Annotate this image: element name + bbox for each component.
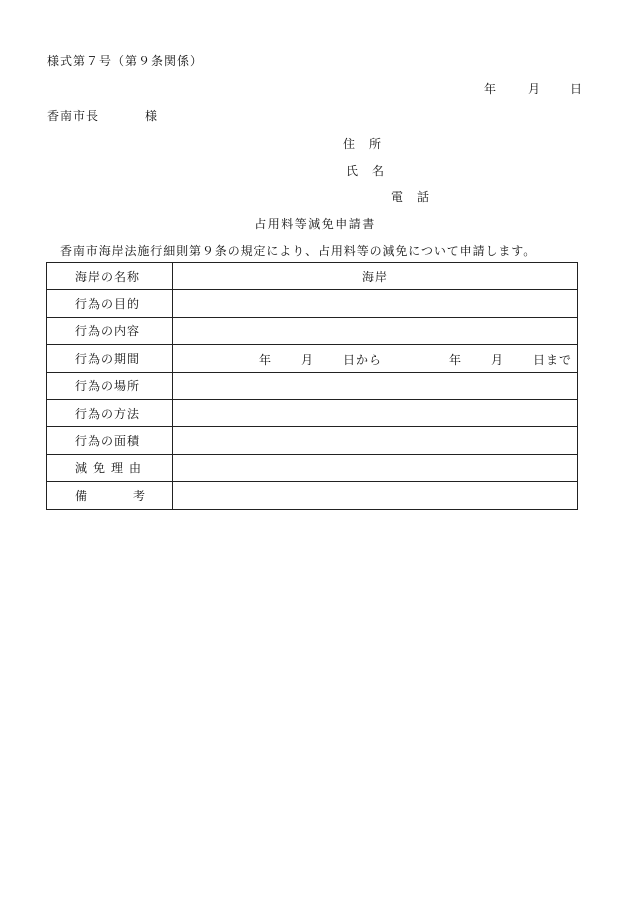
table-row	[47, 290, 578, 317]
table-row	[47, 399, 578, 426]
period-start-year: 年	[259, 353, 273, 368]
period-start-month: 月	[301, 353, 315, 368]
area-field[interactable]	[173, 427, 578, 454]
table-row	[47, 427, 578, 454]
remarks-label: 備考	[75, 488, 192, 503]
applicant-address-label: 住 所	[343, 137, 383, 151]
period-end-day: 日まで	[533, 353, 573, 368]
row-label-purpose: 行為の目的	[47, 290, 173, 317]
application-statement: 香南市海岸法施行細則第９条の規定により、占用料等の減免について申請します。	[60, 244, 537, 258]
coast-name-field[interactable]	[173, 263, 578, 290]
table-row	[47, 263, 578, 290]
table-row	[47, 317, 578, 344]
period-end-month: 月	[491, 353, 505, 368]
addressee-name: 香南市長	[47, 109, 100, 123]
row-label-area: 行為の面積	[47, 427, 173, 454]
table-row	[47, 345, 578, 372]
row-label-remarks	[47, 482, 192, 509]
addressee-honorific: 様	[145, 109, 159, 123]
row-label-coast-name: 海岸の名称	[47, 263, 173, 290]
applicant-phone-label: 電 話	[391, 190, 431, 204]
table-row	[47, 454, 578, 481]
application-table	[46, 262, 578, 510]
reduction-reason-label: 減免理由	[75, 461, 148, 476]
method-field[interactable]	[173, 399, 578, 426]
table-row	[47, 482, 578, 509]
table-row	[47, 372, 578, 399]
coast-name-suffix: 海岸	[361, 269, 388, 284]
purpose-field[interactable]	[173, 290, 578, 317]
period-end-year: 年	[449, 353, 463, 368]
document-title: 占用料等減免申請書	[254, 217, 376, 231]
applicant-name-label: 氏 名	[346, 164, 386, 178]
row-label-method: 行為の方法	[47, 399, 173, 426]
row-label-content: 行為の内容	[47, 317, 173, 344]
addressee	[47, 107, 159, 124]
period-field[interactable]	[173, 345, 578, 372]
place-field[interactable]	[173, 372, 578, 399]
period-start-day: 日から	[343, 353, 383, 368]
form-number: 様式第７号（第９条関係）	[47, 54, 204, 68]
row-label-period: 行為の期間	[47, 345, 173, 372]
row-label-place: 行為の場所	[47, 372, 173, 399]
date-day-label: 日	[570, 82, 584, 96]
content-field[interactable]	[173, 317, 578, 344]
date-year-label: 年	[484, 82, 498, 96]
row-label-reduction-reason	[47, 454, 173, 481]
remarks-field[interactable]	[173, 482, 578, 509]
date-month-label: 月	[528, 82, 542, 96]
reduction-reason-field[interactable]	[173, 454, 578, 481]
